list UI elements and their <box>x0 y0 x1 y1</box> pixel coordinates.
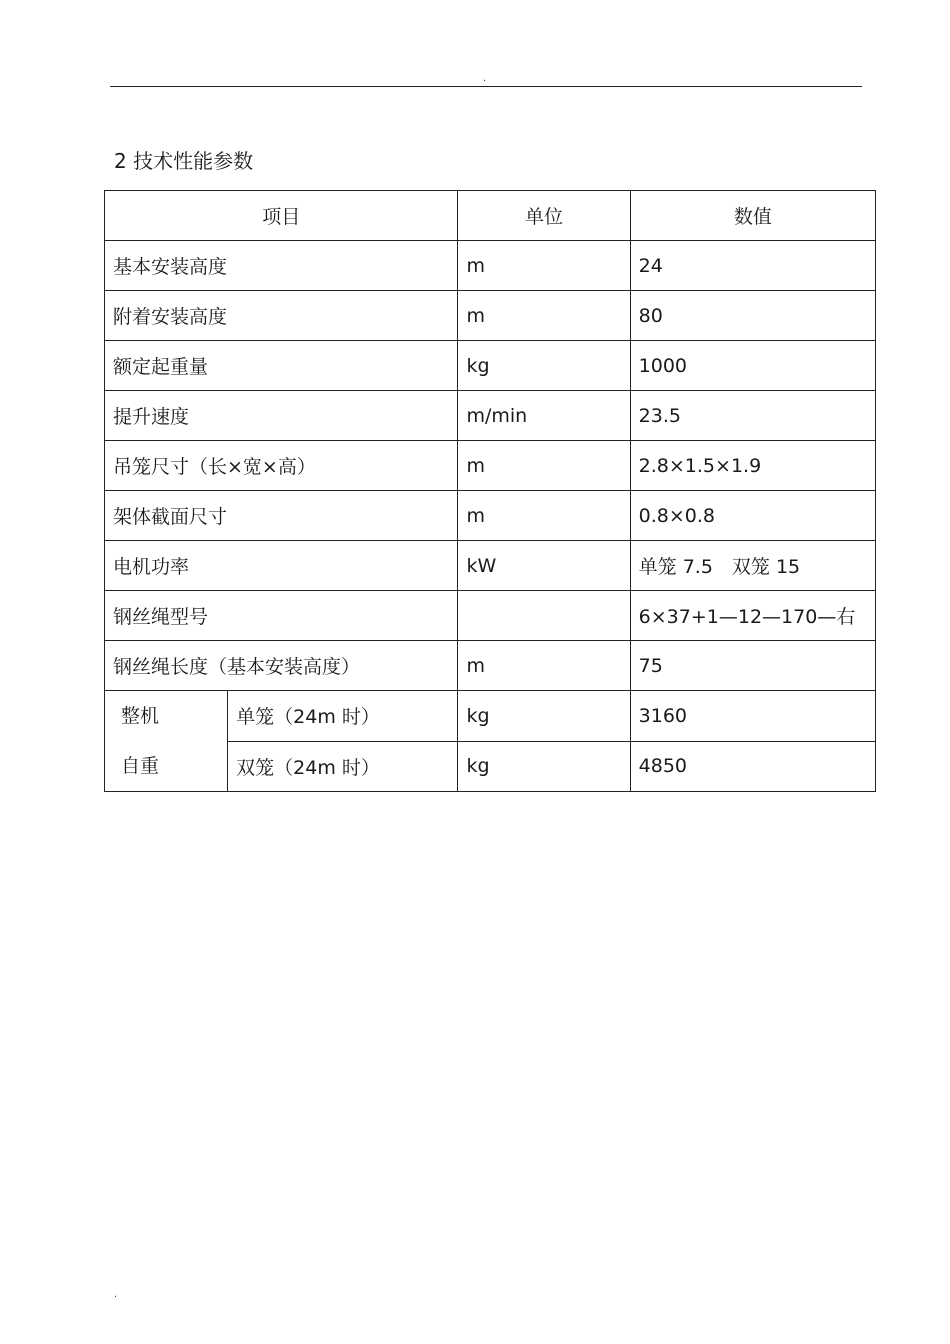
group-label-line1: 整机 <box>121 705 160 727</box>
table-row <box>105 391 876 441</box>
row-item: 附着安装高度 <box>105 291 458 341</box>
table-row <box>105 491 876 541</box>
table-row <box>105 541 876 591</box>
row-value: 24 <box>630 241 875 291</box>
table-row <box>105 341 876 391</box>
column-header-unit: 单位 <box>458 191 630 241</box>
row-unit <box>458 591 630 641</box>
header-rule <box>110 86 862 87</box>
row-item: 架体截面尺寸 <box>105 491 458 541</box>
column-header-value: 数值 <box>630 191 875 241</box>
row-item: 钢丝绳长度（基本安装高度） <box>105 641 458 691</box>
row-sub-item: 单笼（24m 时） <box>228 691 458 742</box>
table-row <box>105 691 876 742</box>
row-unit: kW <box>458 541 630 591</box>
row-item: 电机功率 <box>105 541 458 591</box>
column-header-item: 项目 <box>105 191 458 241</box>
table-row <box>105 441 876 491</box>
table-row <box>105 241 876 291</box>
row-item: 额定起重量 <box>105 341 458 391</box>
row-unit: kg <box>458 691 630 742</box>
row-value: 3160 <box>630 691 875 742</box>
row-unit: m <box>458 441 630 491</box>
row-value: 80 <box>630 291 875 341</box>
row-unit: kg <box>458 741 630 792</box>
table-header-row <box>105 191 876 241</box>
row-value: 2.8×1.5×1.9 <box>630 441 875 491</box>
row-value: 75 <box>630 641 875 691</box>
header-mark: . <box>483 73 487 84</box>
table-row <box>105 291 876 341</box>
row-value: 0.8×0.8 <box>630 491 875 541</box>
row-unit: m/min <box>458 391 630 441</box>
row-value: 4850 <box>630 741 875 792</box>
row-unit: m <box>458 491 630 541</box>
row-value: 23.5 <box>630 391 875 441</box>
row-value: 1000 <box>630 341 875 391</box>
row-item: 基本安装高度 <box>105 241 458 291</box>
group-label <box>105 691 228 792</box>
group-label-line2: 自重 <box>121 755 160 777</box>
section-title: 2 技术性能参数 <box>114 149 254 173</box>
row-unit: kg <box>458 341 630 391</box>
row-item: 提升速度 <box>105 391 458 441</box>
table-row <box>105 641 876 691</box>
spec-table <box>104 190 876 792</box>
table-row <box>105 591 876 641</box>
row-item: 钢丝绳型号 <box>105 591 458 641</box>
row-sub-item: 双笼（24m 时） <box>228 741 458 792</box>
row-unit: m <box>458 641 630 691</box>
row-unit: m <box>458 291 630 341</box>
row-item: 吊笼尺寸（长×宽×高） <box>105 441 458 491</box>
row-value: 6×37+1—12—170—右 <box>630 591 875 641</box>
row-unit: m <box>458 241 630 291</box>
footer-mark: . <box>114 1289 118 1300</box>
row-value: 单笼 7.5 双笼 15 <box>630 541 875 591</box>
